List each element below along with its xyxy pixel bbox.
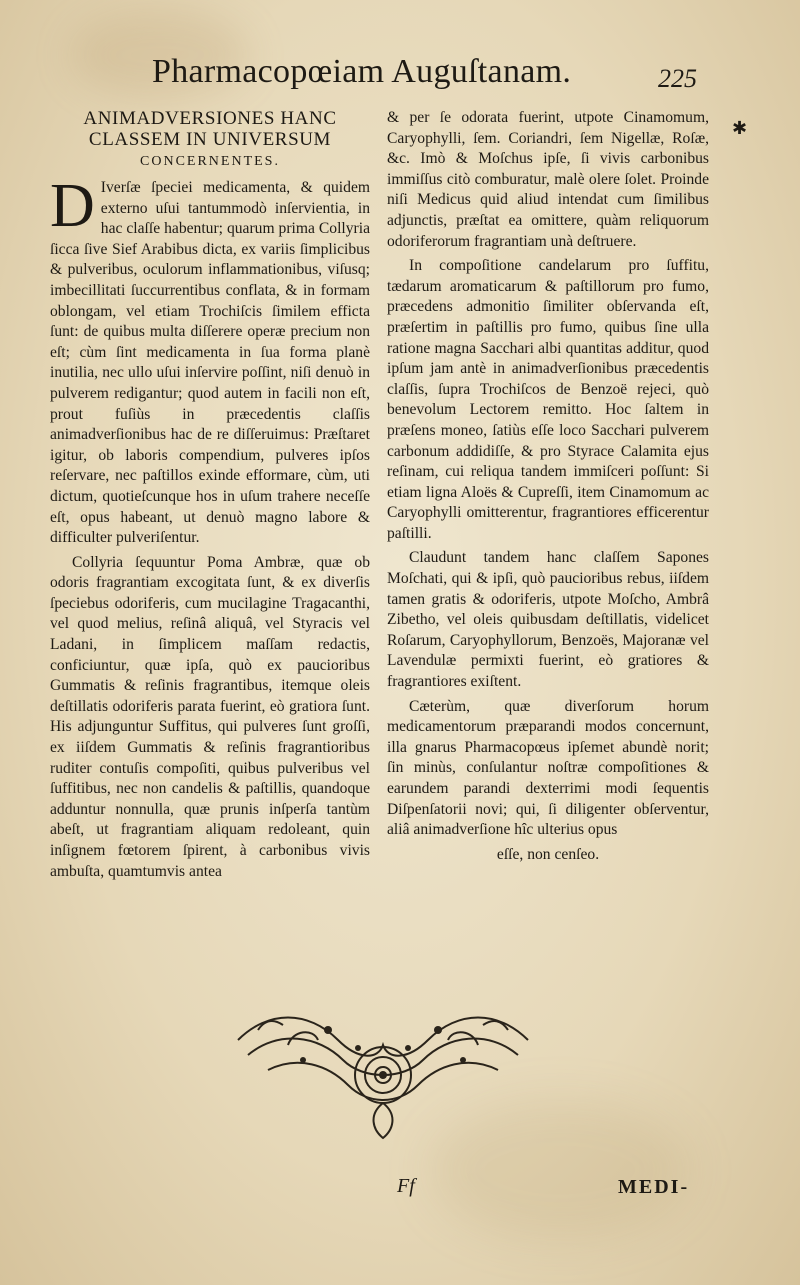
- drop-cap: D: [50, 172, 95, 240]
- page-number: 225: [658, 64, 697, 93]
- paragraph: [50, 172, 370, 549]
- paragraph: Claudunt tandem hanc claſſem Sapones Moſchati, qui & ipſi, quò paucioribus rebus, iiſdem tamen gratis & odoriferis, utpote Moſcho, Ambrâ Zibetho, vel oleis quibusdam deſtillatis, videlicet Roſarum, Caryophyllorum, Benzoës, Majoranæ vel Lavendulæ permixti fuerint, eò gratiores & fragrantiores exiſtent.: [387, 549, 709, 691]
- running-title: Pharmacopœiam Auguſtanam.: [152, 53, 572, 90]
- closing-line: eſſe, non cenſeo.: [496, 845, 600, 863]
- paragraph: Cæterùm, quæ diverſorum horum medicamentorum præparandi modos concernunt, illa gnarus Pharmacopœus ipſemet abundè norit; ſin minùs, conſulantur noſtræ compoſitiones & earundem parandi dexterrimi modi ſequentis Diſpenſatorii novi; qui, ſi diligenter obſerventur, aliâ animadverſione hîc ulterius opus: [387, 697, 709, 839]
- heading-line: CLASSEM IN UNIVERSUM: [88, 129, 332, 150]
- paragraph: In compoſitione candelarum pro ſuffitu, tædarum aromaticarum & paſtillorum pro fumo, præcedens admonitio ſimiliter obſervanda eſt, præſertim in paſtillis pro fumo, quibus ſine ulla ratione magna Sacchari albi quantitas additur, quod ipſum jam antè in animadverſionibus præcedentis claſſis, ſupra Trochiſcos de Benzoë rejeci, quò benevolum Lectorem remitto. Hoc ſaltem in præſens moneo, ſatiùs eſſe loco Sacchari pulverem carbonum addidiſſe, & pro Styrace Calamita ejus reſinam, cui reliqua tandem immiſceri poſſunt: Si etiam ligna Aloës & Cupreſſi, item Cinamomum ac Caryophylli omitterentur, fragrantiores efficerentur paſtilli.: [387, 257, 709, 542]
- heading-line: ANIMADVERSIONES HANC: [83, 108, 337, 129]
- heading-line: CONCERNENTES.: [140, 154, 280, 169]
- tailpiece-ornament: [228, 1000, 538, 1145]
- paragraph: Collyria ſequuntur Poma Ambræ, quæ ob odoris fragrantiam excogitata ſunt, & ex diverſis ſpeciebus odoriferis, cum mucilagine Tragacanthi, vel quod melius, reſinâ aliquâ, vel Styracis vel Ladani, in ſimplicem maſſam redactis, conficiuntur, quæ ipſa, quò ex paucioribus Gummatis & reſinis fragrantibus, itemque oleis deſtillatis odoriferis parata fuerint, eò gratiora ſunt. His adjunguntur Suffitus, qui pulveres ſunt groſſi, ex iiſdem Gummatis & reſinis fragrantioribus ruditer contuſis compoſiti, quibus pulveribus vel ſuffitibus, nec non candelis & paſtillis, quandoque adduntur nonnulla, quæ prunis inſperſa tantùm abeſt, ut fragrantiam aliquam redoleant, quin inſignem fœtorem ſpirent, à carbonibus vivis ambuſta, quamtumvis antea: [50, 553, 370, 880]
- signature-mark: Ff: [397, 1175, 415, 1197]
- left-column: [50, 108, 370, 886]
- right-column: [387, 108, 709, 869]
- section-heading: [50, 108, 370, 172]
- paragraph-text: Iverſæ ſpeciei medicamenta, & quidem externo uſui tantummodò inſervientia, in hac claſſe habentur; quarum prima Collyria ſicca ſive Sief Arabibus dicta, ex variis ſimplicibus & pulveribus, oculorum inflammationibus, viſusq; imbecillitati ſuccurrentibus conflata, & in formam oblongam, vel etiam Trochiſcis ſimilem efficta ſunt: de quibus multa diſſerere operæ precium non eſt; cùm ſint medicamenta in ſua forma planè inutilia, nec ullo uſui inſervire poſſint, niſi denuò in pulverem redigantur; quod autem in facili non eſt, prout fuſiùs in præcedentis claſſis animadverſionibus hac de re diſſeruimus: Præſtaret igitur, ob laboris compendium, pulveres ipſos reſervare, nec paſtillos exinde efformare, cùm, uti dictum, quotieſcunque hos in uſum trahere neceſſe eſt, opus habeant, ut denuò magno labore & difficulter pulveriſentur.: [50, 179, 370, 547]
- margin-mark: ✱: [732, 118, 748, 139]
- catchword: MEDI-: [618, 1176, 690, 1198]
- paragraph: & per ſe odorata fuerint, utpote Cinamomum, Caryophylli, ſem. Coriandri, ſem Nigellæ, Roſæ, &c. Imò & Moſchus ipſe, ſi vivis carbonibus immiſſus citò comburatur, malè olere ſolet. Proinde niſi Medicus quid aliud intendat cum ſimilibus adjunctis, præſtat ea omittere, quàm reliquorum odoriferorum fragrantiam unà deſtruere.: [387, 109, 709, 250]
